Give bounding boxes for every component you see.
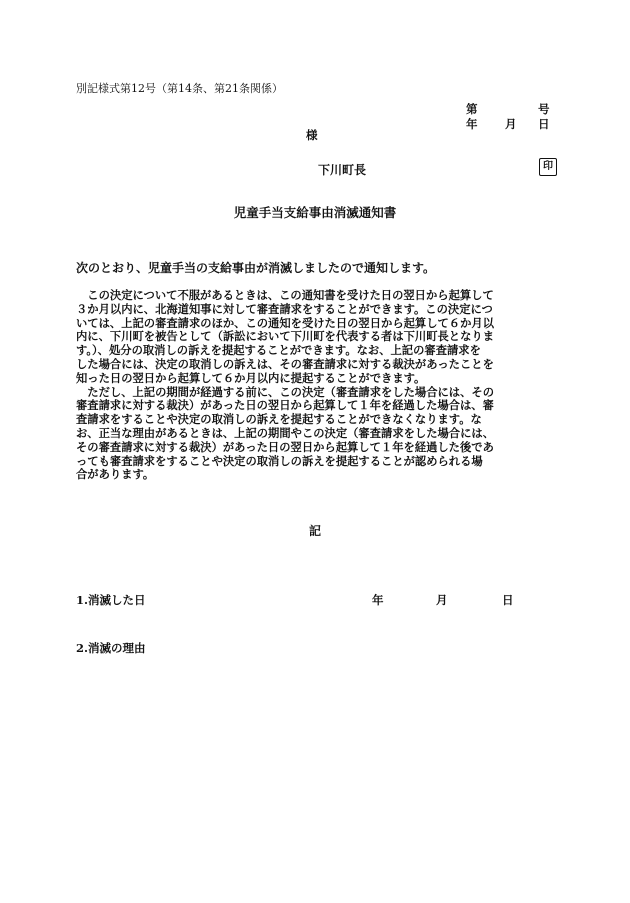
notice-line: 知った日の翌日から起算して６か月以内に提起することができます。 — [76, 370, 426, 385]
issue-date-month: 月 — [505, 117, 517, 131]
appeal-notice — [76, 289, 556, 482]
notice-line: 合があります。 — [76, 467, 155, 482]
ki-heading: 記 — [308, 524, 321, 538]
notice-line: す。）、処分の取消しの訴えを提起することができます。なお、上記の審査請求を — [76, 343, 481, 358]
addressee-suffix: 様 — [306, 128, 318, 142]
notice-line: ただし、上記の期間が経過する前に、この決定（審査請求をした場合には、その — [76, 384, 494, 399]
notice-line: いては、上記の審査請求のほか、この通知を受けた日の翌日から起算して６か月以 — [76, 315, 494, 330]
item-extinction-date-year: 年 — [372, 593, 384, 607]
item-extinction-date-month: 月 — [436, 593, 448, 607]
issue-date-day: 日 — [538, 117, 550, 131]
doc-number-suffix: 号 — [538, 102, 550, 116]
notice-line: 内に、下川町を被告として（訴訟において下川町を代表する者は下川町長となりま — [76, 329, 494, 344]
item-extinction-date-label: 1.消滅した日 — [76, 593, 146, 607]
notice-line: 審査請求に対する裁決）があった日の翌日から起算して１年を経過した場合は、審 — [76, 398, 494, 413]
notice-line: 査請求をすることや決定の取消しの訴えを提起することができなくなります。な — [76, 412, 482, 427]
notice-line: お、正当な理由があるときは、上記の期間やこの決定（審査請求をした場合には、 — [76, 425, 494, 440]
notice-line: っても審査請求をすることや決定の取消しの訴えを提起することが認められる場 — [76, 453, 483, 468]
form-label: 別記様式第12号（第14条、第21条関係） — [76, 82, 283, 95]
notice-line: ３か月以内に、北海道知事に対して審査請求をすることができます。この決定につ — [76, 301, 493, 316]
notice-line: その審査請求に対する裁決）があった日の翌日から起算して１年を経過した後であ — [76, 439, 494, 454]
doc-number-prefix: 第 — [466, 102, 478, 116]
intro-text: 次のとおり、児童手当の支給事由が消滅しましたので通知します。 — [76, 261, 436, 275]
notice-line: した場合には、決定の取消しの訴えは、その審査請求に対する裁決があったことを — [76, 356, 494, 371]
seal-mark: 印 — [539, 158, 557, 176]
notice-line: この決定について不服があるときは、この通知書を受けた日の翌日から起算して — [76, 288, 494, 302]
item-extinction-reason-label: 2.消滅の理由 — [76, 641, 146, 655]
document-title: 児童手当支給事由消滅通知書 — [233, 205, 397, 220]
issue-date-year: 年 — [466, 117, 478, 131]
item-extinction-date-day: 日 — [502, 593, 514, 607]
issuer-name: 下川町長 — [318, 163, 367, 177]
